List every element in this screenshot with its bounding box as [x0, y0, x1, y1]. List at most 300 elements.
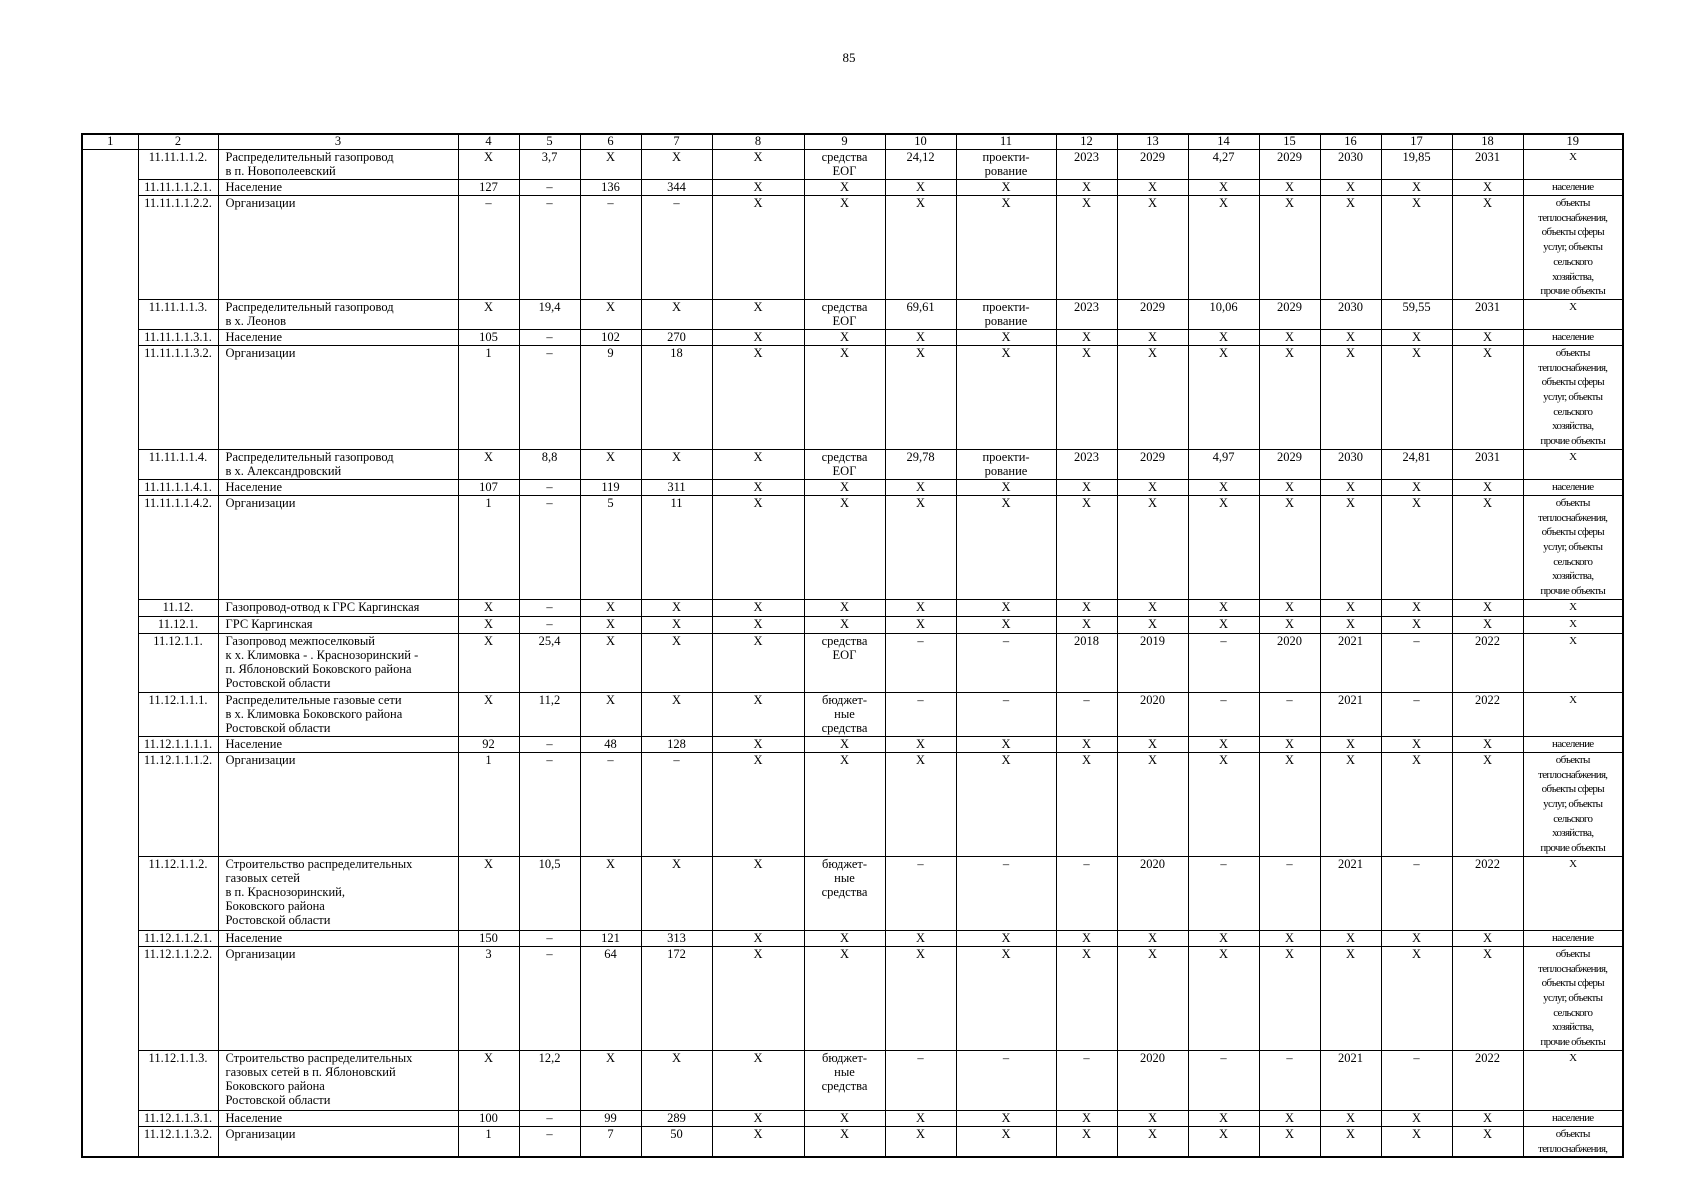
cell-col-3: Население — [218, 479, 458, 495]
cell-col-3: Население — [218, 1110, 458, 1126]
cell-col-11: X — [956, 736, 1056, 752]
cell-col-18: 2031 — [1452, 449, 1523, 479]
cell-col-6: 9 — [580, 345, 641, 449]
cell-col-10: – — [885, 692, 956, 736]
cell-col-9: X — [804, 1126, 885, 1157]
cell-col-17: X — [1381, 616, 1452, 633]
cell-col-9: X — [804, 616, 885, 633]
cell-col-7: X — [641, 150, 712, 180]
cell-col-13: 2020 — [1117, 1050, 1188, 1110]
cell-col-15: X — [1259, 479, 1320, 495]
cell-col-1 — [82, 449, 138, 479]
cell-col-4: 150 — [458, 930, 519, 946]
cell-col-7: – — [641, 752, 712, 856]
cell-col-4: 100 — [458, 1110, 519, 1126]
cell-col-3: Распределительный газопровод в п. Новополеевский — [218, 150, 458, 180]
table-row — [82, 946, 1623, 1050]
cell-col-9: бюджет- ные средства — [804, 1050, 885, 1110]
cell-col-19: X — [1523, 599, 1623, 616]
cell-col-19: X — [1523, 856, 1623, 930]
cell-col-16: X — [1320, 616, 1381, 633]
cell-col-2: 11.12.1.1.1.2. — [138, 752, 218, 856]
cell-col-14: X — [1188, 752, 1259, 856]
cell-col-19: объекты теплоснабжения, объекты сферы услуг, объекты сельского хозяйства, прочие объекты — [1523, 345, 1623, 449]
cell-col-1 — [82, 479, 138, 495]
cell-col-9: X — [804, 495, 885, 599]
cell-col-14: X — [1188, 1126, 1259, 1157]
cell-col-6: 5 — [580, 495, 641, 599]
cell-col-9: X — [804, 1110, 885, 1126]
cell-col-18: X — [1452, 616, 1523, 633]
cell-col-16: 2021 — [1320, 1050, 1381, 1110]
cell-col-9: средства ЕОГ — [804, 299, 885, 329]
cell-col-7: X — [641, 299, 712, 329]
cell-col-7: X — [641, 1050, 712, 1110]
table-row — [82, 345, 1623, 449]
cell-col-16: X — [1320, 345, 1381, 449]
cell-col-6: – — [580, 196, 641, 300]
cell-col-1 — [82, 616, 138, 633]
cell-col-6: X — [580, 692, 641, 736]
cell-col-18: X — [1452, 599, 1523, 616]
cell-col-10: X — [885, 180, 956, 196]
cell-col-2: 11.11.1.1.4.1. — [138, 479, 218, 495]
cell-col-5: – — [519, 495, 580, 599]
column-header-8: 8 — [712, 134, 804, 150]
cell-col-13: X — [1117, 752, 1188, 856]
table-row — [82, 692, 1623, 736]
cell-col-13: X — [1117, 345, 1188, 449]
cell-col-7: X — [641, 449, 712, 479]
cell-col-17: 59,55 — [1381, 299, 1452, 329]
cell-col-19: население — [1523, 479, 1623, 495]
cell-col-14: X — [1188, 495, 1259, 599]
cell-col-11: – — [956, 856, 1056, 930]
cell-col-5: – — [519, 345, 580, 449]
cell-col-17: – — [1381, 633, 1452, 692]
cell-col-3: Распределительный газопровод в х. Александровский — [218, 449, 458, 479]
cell-col-6: 48 — [580, 736, 641, 752]
cell-col-13: X — [1117, 946, 1188, 1050]
cell-col-14: X — [1188, 479, 1259, 495]
cell-col-14: 10,06 — [1188, 299, 1259, 329]
column-header-13: 13 — [1117, 134, 1188, 150]
cell-col-13: 2029 — [1117, 299, 1188, 329]
cell-col-16: X — [1320, 196, 1381, 300]
cell-col-6: X — [580, 299, 641, 329]
cell-col-3: Распределительный газопровод в х. Леонов — [218, 299, 458, 329]
cell-col-5: – — [519, 736, 580, 752]
column-header-3: 3 — [218, 134, 458, 150]
cell-col-9: X — [804, 345, 885, 449]
cell-col-10: – — [885, 856, 956, 930]
cell-col-3: Газопровод-отвод к ГРС Каргинская — [218, 599, 458, 616]
table-row — [82, 930, 1623, 946]
cell-col-11: X — [956, 196, 1056, 300]
cell-col-9: бюджет- ные средства — [804, 856, 885, 930]
cell-col-18: 2022 — [1452, 856, 1523, 930]
cell-col-1 — [82, 1110, 138, 1126]
cell-col-16: X — [1320, 930, 1381, 946]
cell-col-19: X — [1523, 299, 1623, 329]
cell-col-11: – — [956, 692, 1056, 736]
cell-col-17: X — [1381, 479, 1452, 495]
cell-col-18: 2022 — [1452, 633, 1523, 692]
cell-col-8: X — [712, 1110, 804, 1126]
cell-col-4: 1 — [458, 495, 519, 599]
cell-col-5: – — [519, 479, 580, 495]
cell-col-6: X — [580, 1050, 641, 1110]
cell-col-9: X — [804, 329, 885, 345]
cell-col-12: X — [1056, 946, 1117, 1050]
cell-col-15: X — [1259, 946, 1320, 1050]
cell-col-5: – — [519, 752, 580, 856]
cell-col-8: X — [712, 616, 804, 633]
column-number-header — [82, 134, 1623, 150]
cell-col-12: X — [1056, 752, 1117, 856]
cell-col-7: 50 — [641, 1126, 712, 1157]
cell-col-14: X — [1188, 1110, 1259, 1126]
cell-col-1 — [82, 150, 138, 180]
cell-col-3: Организации — [218, 495, 458, 599]
cell-col-12: – — [1056, 856, 1117, 930]
cell-col-2: 11.12.1.1.2. — [138, 856, 218, 930]
cell-col-4: 92 — [458, 736, 519, 752]
cell-col-4: – — [458, 196, 519, 300]
cell-col-4: X — [458, 299, 519, 329]
cell-col-6: X — [580, 150, 641, 180]
cell-col-9: средства ЕОГ — [804, 150, 885, 180]
cell-col-13: X — [1117, 479, 1188, 495]
cell-col-8: X — [712, 633, 804, 692]
cell-col-15: X — [1259, 329, 1320, 345]
cell-col-5: – — [519, 1126, 580, 1157]
cell-col-3: Население — [218, 736, 458, 752]
cell-col-10: 29,78 — [885, 449, 956, 479]
cell-col-6: 102 — [580, 329, 641, 345]
cell-col-16: X — [1320, 736, 1381, 752]
column-header-1: 1 — [82, 134, 138, 150]
cell-col-6: 121 — [580, 930, 641, 946]
cell-col-14: – — [1188, 692, 1259, 736]
cell-col-15: X — [1259, 1110, 1320, 1126]
cell-col-12: X — [1056, 196, 1117, 300]
cell-col-4: X — [458, 633, 519, 692]
cell-col-16: 2021 — [1320, 856, 1381, 930]
cell-col-9: X — [804, 752, 885, 856]
cell-col-10: 69,61 — [885, 299, 956, 329]
cell-col-7: 172 — [641, 946, 712, 1050]
cell-col-3: Организации — [218, 1126, 458, 1157]
cell-col-12: 2018 — [1056, 633, 1117, 692]
cell-col-11: X — [956, 345, 1056, 449]
cell-col-13: X — [1117, 495, 1188, 599]
cell-col-1 — [82, 599, 138, 616]
cell-col-5: 25,4 — [519, 633, 580, 692]
table-row — [82, 495, 1623, 599]
cell-col-11: – — [956, 633, 1056, 692]
cell-col-14: 4,27 — [1188, 150, 1259, 180]
cell-col-17: X — [1381, 946, 1452, 1050]
cell-col-2: 11.12.1.1.1.1. — [138, 736, 218, 752]
cell-col-14: X — [1188, 345, 1259, 449]
cell-col-1 — [82, 345, 138, 449]
cell-col-10: X — [885, 752, 956, 856]
cell-col-8: X — [712, 345, 804, 449]
cell-col-2: 11.12.1.1.3.1. — [138, 1110, 218, 1126]
cell-col-16: X — [1320, 1110, 1381, 1126]
cell-col-4: X — [458, 599, 519, 616]
cell-col-13: 2020 — [1117, 692, 1188, 736]
table-row — [82, 736, 1623, 752]
cell-col-4: X — [458, 856, 519, 930]
cell-col-18: X — [1452, 495, 1523, 599]
cell-col-6: X — [580, 599, 641, 616]
cell-col-12: 2023 — [1056, 449, 1117, 479]
cell-col-13: X — [1117, 180, 1188, 196]
cell-col-12: 2023 — [1056, 299, 1117, 329]
cell-col-1 — [82, 495, 138, 599]
cell-col-17: X — [1381, 599, 1452, 616]
cell-col-5: 8,8 — [519, 449, 580, 479]
cell-col-12: X — [1056, 329, 1117, 345]
cell-col-10: 24,12 — [885, 150, 956, 180]
cell-col-5: – — [519, 329, 580, 345]
cell-col-14: – — [1188, 633, 1259, 692]
cell-col-15: 2029 — [1259, 299, 1320, 329]
table-row — [82, 856, 1623, 930]
cell-col-7: X — [641, 856, 712, 930]
cell-col-5: – — [519, 930, 580, 946]
cell-col-6: X — [580, 449, 641, 479]
cell-col-14: X — [1188, 599, 1259, 616]
cell-col-18: X — [1452, 196, 1523, 300]
cell-col-13: 2019 — [1117, 633, 1188, 692]
cell-col-11: X — [956, 599, 1056, 616]
cell-col-2: 11.12.1.1.1. — [138, 692, 218, 736]
cell-col-6: 99 — [580, 1110, 641, 1126]
cell-col-11: проекти- рование — [956, 150, 1056, 180]
cell-col-14: X — [1188, 329, 1259, 345]
cell-col-8: X — [712, 736, 804, 752]
cell-col-12: 2023 — [1056, 150, 1117, 180]
cell-col-13: X — [1117, 930, 1188, 946]
cell-col-1 — [82, 633, 138, 692]
cell-col-8: X — [712, 692, 804, 736]
cell-col-15: X — [1259, 752, 1320, 856]
cell-col-9: X — [804, 599, 885, 616]
cell-col-10: X — [885, 345, 956, 449]
cell-col-11: проекти- рование — [956, 299, 1056, 329]
cell-col-15: X — [1259, 196, 1320, 300]
cell-col-17: X — [1381, 345, 1452, 449]
cell-col-5: 19,4 — [519, 299, 580, 329]
column-header-9: 9 — [804, 134, 885, 150]
column-header-14: 14 — [1188, 134, 1259, 150]
cell-col-2: 11.11.1.1.2.1. — [138, 180, 218, 196]
cell-col-14: – — [1188, 1050, 1259, 1110]
column-header-18: 18 — [1452, 134, 1523, 150]
column-header-6: 6 — [580, 134, 641, 150]
cell-col-7: 289 — [641, 1110, 712, 1126]
cell-col-14: 4,97 — [1188, 449, 1259, 479]
cell-col-17: X — [1381, 180, 1452, 196]
cell-col-5: – — [519, 180, 580, 196]
cell-col-9: X — [804, 946, 885, 1050]
cell-col-16: X — [1320, 495, 1381, 599]
table-body — [82, 150, 1623, 1158]
cell-col-7: 128 — [641, 736, 712, 752]
cell-col-19: объекты теплоснабжения, объекты сферы услуг, объекты сельского хозяйства, прочие объекты — [1523, 752, 1623, 856]
cell-col-19: X — [1523, 1050, 1623, 1110]
table-row — [82, 150, 1623, 180]
cell-col-11: X — [956, 752, 1056, 856]
cell-col-11: X — [956, 1126, 1056, 1157]
cell-col-4: X — [458, 692, 519, 736]
cell-col-9: X — [804, 930, 885, 946]
cell-col-12: X — [1056, 180, 1117, 196]
cell-col-15: X — [1259, 599, 1320, 616]
cell-col-11: X — [956, 1110, 1056, 1126]
cell-col-3: Организации — [218, 345, 458, 449]
cell-col-16: 2021 — [1320, 692, 1381, 736]
cell-col-14: X — [1188, 196, 1259, 300]
cell-col-19: X — [1523, 449, 1623, 479]
cell-col-8: X — [712, 329, 804, 345]
cell-col-19: X — [1523, 616, 1623, 633]
cell-col-18: 2031 — [1452, 150, 1523, 180]
cell-col-12: X — [1056, 1110, 1117, 1126]
cell-col-13: X — [1117, 1126, 1188, 1157]
column-header-7: 7 — [641, 134, 712, 150]
cell-col-2: 11.11.1.1.3.1. — [138, 329, 218, 345]
cell-col-16: X — [1320, 479, 1381, 495]
cell-col-19: население — [1523, 1110, 1623, 1126]
cell-col-17: X — [1381, 752, 1452, 856]
cell-col-13: X — [1117, 196, 1188, 300]
cell-col-5: – — [519, 946, 580, 1050]
cell-col-18: X — [1452, 946, 1523, 1050]
cell-col-3: Газопровод межпоселковый к х. Климовка - . Краснозоринский - п. Яблоновский Боковского района Ростовской области — [218, 633, 458, 692]
cell-col-2: 11.11.1.1.4. — [138, 449, 218, 479]
cell-col-3: Распределительные газовые сети в х. Климовка Боковского района Ростовской области — [218, 692, 458, 736]
cell-col-15: X — [1259, 736, 1320, 752]
cell-col-2: 11.12.1.1.2.2. — [138, 946, 218, 1050]
cell-col-1 — [82, 856, 138, 930]
cell-col-10: X — [885, 946, 956, 1050]
cell-col-3: Строительство распределительных газовых сетей в п. Краснозоринский, Боковского района Ростовской области — [218, 856, 458, 930]
cell-col-1 — [82, 752, 138, 856]
cell-col-19: население — [1523, 736, 1623, 752]
column-header-17: 17 — [1381, 134, 1452, 150]
cell-col-1 — [82, 736, 138, 752]
cell-col-18: X — [1452, 752, 1523, 856]
cell-col-11: X — [956, 479, 1056, 495]
cell-col-8: X — [712, 150, 804, 180]
cell-col-17: – — [1381, 856, 1452, 930]
cell-col-17: X — [1381, 930, 1452, 946]
table-row — [82, 196, 1623, 300]
cell-col-3: Организации — [218, 946, 458, 1050]
cell-col-8: X — [712, 495, 804, 599]
table-row — [82, 616, 1623, 633]
cell-col-5: 12,2 — [519, 1050, 580, 1110]
cell-col-6: 7 — [580, 1126, 641, 1157]
cell-col-7: X — [641, 692, 712, 736]
table-row — [82, 479, 1623, 495]
table-row — [82, 1110, 1623, 1126]
cell-col-19: объекты теплоснабжения, объекты сферы услуг, объекты сельского хозяйства, прочие объекты — [1523, 946, 1623, 1050]
cell-col-11: X — [956, 616, 1056, 633]
cell-col-6: X — [580, 856, 641, 930]
table-row — [82, 299, 1623, 329]
cell-col-4: 105 — [458, 329, 519, 345]
cell-col-17: X — [1381, 495, 1452, 599]
cell-col-2: 11.11.1.1.4.2. — [138, 495, 218, 599]
cell-col-10: X — [885, 479, 956, 495]
cell-col-13: X — [1117, 736, 1188, 752]
cell-col-17: X — [1381, 1110, 1452, 1126]
cell-col-15: X — [1259, 616, 1320, 633]
cell-col-5: 10,5 — [519, 856, 580, 930]
cell-col-9: средства ЕОГ — [804, 449, 885, 479]
cell-col-2: 11.11.1.1.3. — [138, 299, 218, 329]
cell-col-12: X — [1056, 736, 1117, 752]
cell-col-1 — [82, 692, 138, 736]
cell-col-4: 107 — [458, 479, 519, 495]
cell-col-11: X — [956, 180, 1056, 196]
cell-col-7: 311 — [641, 479, 712, 495]
cell-col-18: X — [1452, 479, 1523, 495]
cell-col-2: 11.12.1. — [138, 616, 218, 633]
column-header-19: 19 — [1523, 134, 1623, 150]
column-header-5: 5 — [519, 134, 580, 150]
cell-col-10: X — [885, 1126, 956, 1157]
cell-col-12: – — [1056, 1050, 1117, 1110]
table-row — [82, 449, 1623, 479]
cell-col-15: X — [1259, 180, 1320, 196]
cell-col-19: объекты теплоснабжения, объекты сферы услуг, объекты сельского хозяйства, прочие объекты — [1523, 495, 1623, 599]
cell-col-10: X — [885, 599, 956, 616]
column-header-16: 16 — [1320, 134, 1381, 150]
cell-col-8: X — [712, 196, 804, 300]
cell-col-19: X — [1523, 633, 1623, 692]
cell-col-7: – — [641, 196, 712, 300]
cell-col-8: X — [712, 479, 804, 495]
cell-col-6: X — [580, 633, 641, 692]
cell-col-6: 64 — [580, 946, 641, 1050]
cell-col-12: X — [1056, 1126, 1117, 1157]
cell-col-15: – — [1259, 856, 1320, 930]
cell-col-6: 119 — [580, 479, 641, 495]
cell-col-3: Строительство распределительных газовых сетей в п. Яблоновский Боковского района Ростовской области — [218, 1050, 458, 1110]
cell-col-15: X — [1259, 930, 1320, 946]
cell-col-19: объекты теплоснабжения, объекты сферы услуг, объекты сельского хозяйства, прочие объекты — [1523, 196, 1623, 300]
cell-col-13: X — [1117, 616, 1188, 633]
cell-col-15: 2020 — [1259, 633, 1320, 692]
cell-col-1 — [82, 1050, 138, 1110]
cell-col-18: X — [1452, 930, 1523, 946]
cell-col-17: X — [1381, 736, 1452, 752]
cell-col-8: X — [712, 930, 804, 946]
cell-col-15: – — [1259, 1050, 1320, 1110]
cell-col-1 — [82, 930, 138, 946]
cell-col-8: X — [712, 752, 804, 856]
cell-col-5: 11,2 — [519, 692, 580, 736]
cell-col-6: – — [580, 752, 641, 856]
table-row — [82, 633, 1623, 692]
table-row — [82, 752, 1623, 856]
